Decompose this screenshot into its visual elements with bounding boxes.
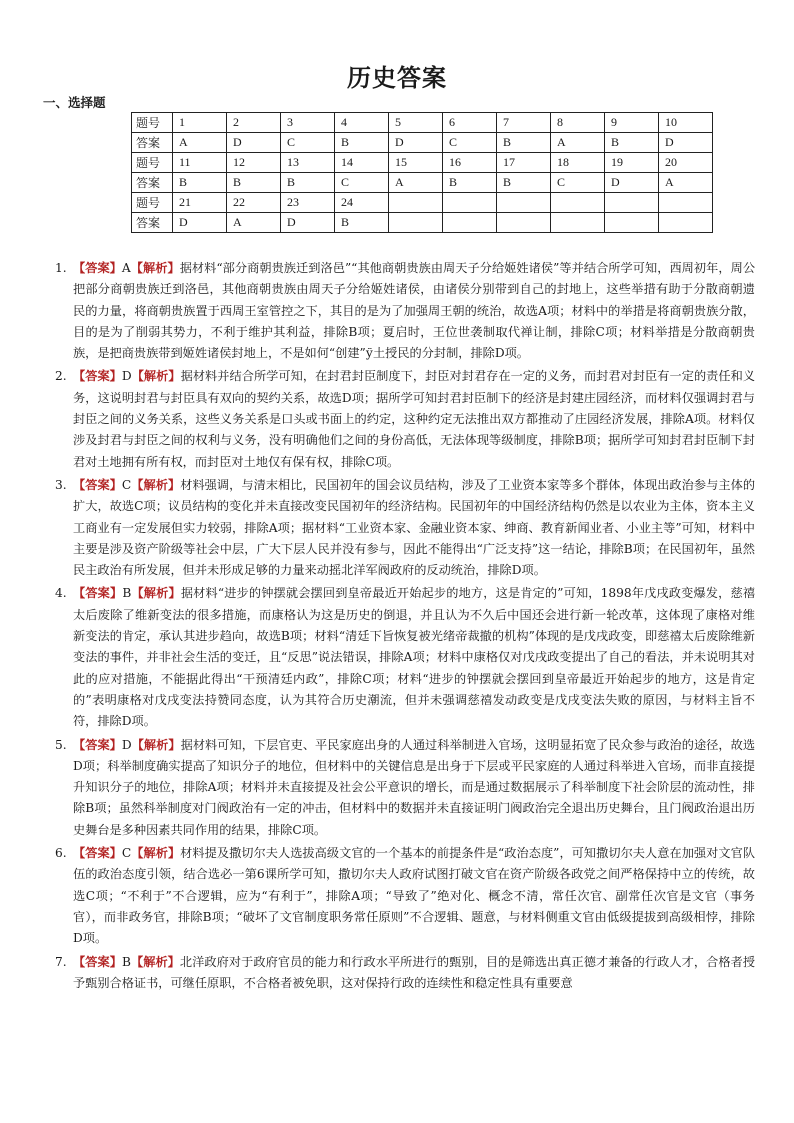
list-item xyxy=(55,583,755,732)
item-number: 1. xyxy=(55,261,67,275)
table-cell: B xyxy=(173,173,227,193)
table-cell xyxy=(443,193,497,213)
table-cell: B xyxy=(497,133,551,153)
analysis-text: 据材料并结合所学可知，在封君封臣制度下，封臣对封君存在一定的义务，而封君对封臣有一定的责任和义务，这说明封君与封臣具有双向的契约关系，故选D项；据所学可知封君封臣制下的经济是封建庄园经济，而材料仅强调封君与封臣之间的义务关系，这些义务关系是口头或书面上的约定，这种约定无法推出双方都推动了庄园经济发展，排除A项。材料仅涉及封君与封臣之间的权利与义务，没有明确他们之间的身份高低，无法体现等级制度，排除B项；据所学可知封君封臣制下封君对土地拥有所有权，而封臣对土地仅有保有权，排除C项。 xyxy=(73,369,756,469)
table-cell: B xyxy=(605,133,659,153)
table-cell xyxy=(659,213,713,233)
table-cell: 19 xyxy=(605,153,659,173)
table-cell: D xyxy=(281,213,335,233)
table-row xyxy=(132,213,713,233)
answer-letter: D xyxy=(121,737,132,752)
answer-tag: 【答案】 xyxy=(73,737,122,752)
page-title: 历史答案 xyxy=(347,64,447,92)
table-cell: C xyxy=(281,133,335,153)
list-item xyxy=(55,258,755,364)
row-header-cell: 答案 xyxy=(132,173,173,193)
table-cell: 24 xyxy=(335,193,389,213)
item-number: 7. xyxy=(55,954,67,969)
table-cell: A xyxy=(227,213,281,233)
list-item xyxy=(55,843,755,949)
table-cell: A xyxy=(551,133,605,153)
table-cell xyxy=(389,193,443,213)
answer-letter: C xyxy=(121,846,132,861)
table-cell: 6 xyxy=(443,113,497,133)
answer-letter: B xyxy=(121,954,131,969)
table-cell: 23 xyxy=(281,193,335,213)
table-cell xyxy=(497,213,551,233)
table-cell: 7 xyxy=(497,113,551,133)
list-item xyxy=(55,475,755,581)
row-header-cell: 题号 xyxy=(132,113,173,133)
analysis-text: 据材料可知，下层官吏、平民家庭出身的人通过科举制进入官场，这明显拓宽了民众参与政治的途径，故选D项；科举制度确实提高了知识分子的地位，但材料中的关键信息是出身于下层或平民家庭的人通过科举进入官场，而非直接提升知识分子的地位，排除A项；材料并未直接提及社会公平意识的增长，而是通过数据展示了科举制度下社会阶层的流动性，排除B项；虽然科举制度对门阀政治有一定的冲击，但材料中的数据并未直接证明门阀政治完全退出历史舞台，且门阀政治退出历史舞台是多种因素共同作用的结果，排除C项。 xyxy=(73,737,756,837)
analysis-tag: 【解析】 xyxy=(131,846,181,861)
table-cell xyxy=(443,213,497,233)
table-row xyxy=(132,153,713,173)
table-cell: C xyxy=(551,173,605,193)
table-cell: 9 xyxy=(605,113,659,133)
table-cell: 17 xyxy=(497,153,551,173)
table-cell: 8 xyxy=(551,113,605,133)
table-cell xyxy=(605,213,659,233)
analysis-text: 北洋政府对于政府官员的能力和行政水平所进行的甄别，目的是筛选出真正德才兼备的行政人才，合格者授予甄别合格证书，可继任原职，不合格者被免职，这对保持行政的连续性和稳定性具有重要意 xyxy=(73,954,756,990)
table-cell: D xyxy=(227,133,281,153)
table-cell xyxy=(497,193,551,213)
table-cell: 14 xyxy=(335,153,389,173)
table-cell: 4 xyxy=(335,113,389,133)
answer-tag: 【答案】 xyxy=(73,477,122,492)
row-header-cell: 答案 xyxy=(132,213,173,233)
table-cell xyxy=(389,213,443,233)
table-cell: A xyxy=(173,133,227,153)
item-number: 3. xyxy=(55,477,67,492)
item-number: 6. xyxy=(55,846,67,861)
table-cell: D xyxy=(389,133,443,153)
table-cell: 1 xyxy=(173,113,227,133)
table-cell xyxy=(605,193,659,213)
item-number: 4. xyxy=(55,586,67,601)
table-row xyxy=(132,113,713,133)
analysis-text: 材料提及撒切尔夫人选拔高级文官的一个基本的前提条件是“政治态度”，可知撒切尔夫人意在加强对文官队伍的政治态度引领，结合选必一第6课所学可知，撒切尔夫人政府试图打破文官在资产阶级各政党之间严格保持中立的传统，故选C项；“不利于”不合逻辑，应为“有利于”，排除A项；“导致了”绝对化、概念不清，常任次官、副常任次官是文官（事务官），而非政务官，排除B项；“破坏了文官制度职务常任原则”不合逻辑、题意，与材料侧重文官由低级提拔到高级相悖，排除D项。 xyxy=(73,846,756,946)
table-cell: 20 xyxy=(659,153,713,173)
table-cell: 5 xyxy=(389,113,443,133)
answer-table xyxy=(131,112,713,233)
table-cell: 12 xyxy=(227,153,281,173)
table-cell: B xyxy=(281,173,335,193)
table-cell: B xyxy=(227,173,281,193)
table-cell: 22 xyxy=(227,193,281,213)
table-cell: A xyxy=(659,173,713,193)
analysis-text: 据材料“进步的钟摆就会摆回到皇帝最近开始起步的地方，这是肯定的”可知，1898年戊戌政变爆发，慈禧太后废除了维新变法的很多措施，而康格认为这是历史的倒退，并且认为不久后中国还会进行新一轮改革，这体现了康格对维新变法的肯定，承认其进步趋向，故选B项；材料“清廷下旨恢复被光绪帝裁撤的机构”体现的是戊戌政变，即慈禧太后废除维新变法的事件，并非社会生活的变迁，且“反思”说法错误，排除A项；材料中康格仅对戊戌政变提出了自己的看法，并未说明其对此的应对措施，不能据此得出“干预清廷内政”，排除C项；材料“进步的钟摆就会摆回到皇帝最近开始起步的地方，这是肯定的”表明康格对戊戌变法持赞同态度，认为其符合历史潮流，但并未强调慈禧发动政变是戊戌变法失败的原因，与材料主旨不符，排除D项。 xyxy=(73,586,756,729)
table-cell: 11 xyxy=(173,153,227,173)
table-cell: 21 xyxy=(173,193,227,213)
table-cell: D xyxy=(605,173,659,193)
answer-tag: 【答案】 xyxy=(73,586,123,601)
list-item xyxy=(55,735,755,841)
analysis-text: 据材料“部分商朝贵族迁到洛邑”“其他商朝贵族由周天子分给姬姓诸侯”等并结合所学可知，西周初年，周公把部分商朝贵族迁到洛邑，其他商朝贵族由周天子分给姬姓诸侯，由诸侯分别带到自己的封地上，这些举措有助于分散商朝遗民的力量，将商朝贵族置于西周王室管控之下，其目的是为了加强周王朝的统治，故选A项；材料中的举措是将商朝贵族分散，目的是为了削弱其势力，不利于维护其利益，排除B项；夏启时，王位世袭制取代禅让制，排除C项；材料举措是分散商朝贵族，是把商贵族带到姬姓诸侯封地上，不是如何“创建”ў土授民的分封制，排除D项。 xyxy=(73,261,756,361)
table-cell: 10 xyxy=(659,113,713,133)
item-number: 2. xyxy=(55,369,67,384)
table-row xyxy=(132,173,713,193)
table-cell: 18 xyxy=(551,153,605,173)
analysis-tag: 【解析】 xyxy=(130,261,180,275)
section-heading: 一、选择题 xyxy=(43,95,106,110)
analysis-text: 材料强调，与清末相比，民国初年的国会议员结构，涉及了工业资本家等多个群体，体现出政治参与主体的扩大，故选C项；议员结构的变化并未直接改变民国初年的经济结构。民国初年的中国经济结构仍然是以农业为主体，资本主义工商业有一定发展但实力较弱，排除A项；据材料“工业资本家、金融业资本家、绅商、教育新闻业者、小业主等”可知，材料中主要是涉及资产阶级等社会中层，广大下层人民并没有参与，因此不能得出“广泛支持”这一结论，排除B项；在民国初年，虽然民主政治有所发展，但并未形成足够的力量来动摇北洋军阀政府的反动统治，排除D项。 xyxy=(73,477,756,578)
answer-letter: A xyxy=(121,261,131,275)
row-header-cell: 答案 xyxy=(132,133,173,153)
table-cell: C xyxy=(335,173,389,193)
table-cell: D xyxy=(173,213,227,233)
analysis-tag: 【解析】 xyxy=(131,737,181,752)
answer-letter: D xyxy=(121,369,132,384)
table-cell: D xyxy=(659,133,713,153)
list-item xyxy=(55,366,755,472)
table-cell: 2 xyxy=(227,113,281,133)
analysis-tag: 【解析】 xyxy=(130,954,180,969)
answer-tag: 【答案】 xyxy=(73,261,122,275)
table-cell xyxy=(659,193,713,213)
table-cell: 13 xyxy=(281,153,335,173)
item-number: 5. xyxy=(55,737,67,752)
table-cell: 16 xyxy=(443,153,497,173)
list-item xyxy=(55,952,755,995)
table-cell: B xyxy=(443,173,497,193)
table-cell xyxy=(551,193,605,213)
table-cell: A xyxy=(389,173,443,193)
answer-letter: C xyxy=(121,477,132,492)
analysis-tag: 【解析】 xyxy=(131,586,181,601)
analysis-tag: 【解析】 xyxy=(131,477,181,492)
table-cell: B xyxy=(335,133,389,153)
answer-letter: B xyxy=(122,586,132,601)
row-header-cell: 题号 xyxy=(132,193,173,213)
analysis-list xyxy=(55,258,755,996)
analysis-tag: 【解析】 xyxy=(131,369,181,384)
table-cell: B xyxy=(335,213,389,233)
answer-tag: 【答案】 xyxy=(73,954,122,969)
table-cell xyxy=(551,213,605,233)
answer-tag: 【答案】 xyxy=(73,369,122,384)
table-cell: 3 xyxy=(281,113,335,133)
answer-tag: 【答案】 xyxy=(73,846,122,861)
table-cell: C xyxy=(443,133,497,153)
row-header-cell: 题号 xyxy=(132,153,173,173)
table-cell: B xyxy=(497,173,551,193)
table-row xyxy=(132,193,713,213)
table-cell: 15 xyxy=(389,153,443,173)
table-row xyxy=(132,133,713,153)
